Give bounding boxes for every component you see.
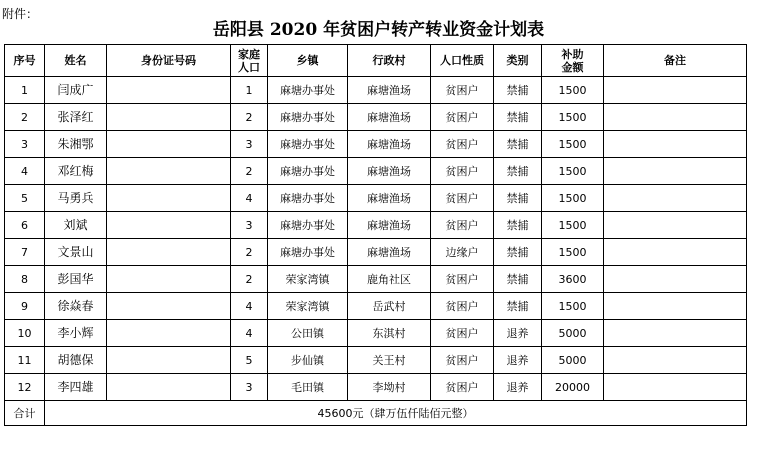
header-subsidy-line1: 补助 <box>561 47 584 61</box>
cell-no: 8 <box>5 266 45 293</box>
cell-family: 5 <box>231 347 268 374</box>
cell-family: 2 <box>231 158 268 185</box>
cell-subsidy: 1500 <box>542 239 604 266</box>
cell-village: 鹿角社区 <box>348 266 431 293</box>
cell-remark <box>604 131 747 158</box>
cell-id <box>107 320 231 347</box>
cell-family: 3 <box>231 374 268 401</box>
cell-village: 麻塘渔场 <box>348 77 431 104</box>
cell-town: 荣家湾镇 <box>268 266 348 293</box>
cell-category: 禁捕 <box>494 77 542 104</box>
table-row <box>5 293 747 320</box>
cell-family: 4 <box>231 293 268 320</box>
header-id: 身份证号码 <box>107 45 231 77</box>
table-row <box>5 374 747 401</box>
cell-subsidy: 5000 <box>542 347 604 374</box>
subsidy-table <box>4 44 747 426</box>
cell-id <box>107 293 231 320</box>
cell-nature: 贫困户 <box>431 374 494 401</box>
cell-village: 东淇村 <box>348 320 431 347</box>
cell-category: 禁捕 <box>494 158 542 185</box>
cell-id <box>107 374 231 401</box>
cell-subsidy: 5000 <box>542 320 604 347</box>
cell-no: 3 <box>5 131 45 158</box>
cell-nature: 贫困户 <box>431 320 494 347</box>
cell-family: 4 <box>231 185 268 212</box>
cell-village: 李坳村 <box>348 374 431 401</box>
cell-nature: 贫困户 <box>431 266 494 293</box>
page-title: 岳阳县 2020 年贫困户转产转业资金计划表 <box>212 20 545 40</box>
cell-village: 麻塘渔场 <box>348 104 431 131</box>
cell-name: 张泽红 <box>45 104 107 131</box>
header-category: 类别 <box>494 45 542 77</box>
cell-name: 彭国华 <box>45 266 107 293</box>
cell-nature: 贫困户 <box>431 131 494 158</box>
header-no: 序号 <box>5 45 45 77</box>
cell-name: 刘斌 <box>45 212 107 239</box>
cell-category: 禁捕 <box>494 185 542 212</box>
cell-village: 麻塘渔场 <box>348 131 431 158</box>
table-row <box>5 212 747 239</box>
table-row <box>5 104 747 131</box>
cell-remark <box>604 77 747 104</box>
cell-nature: 贫困户 <box>431 185 494 212</box>
cell-village: 麻塘渔场 <box>348 185 431 212</box>
cell-subsidy: 1500 <box>542 212 604 239</box>
cell-subsidy: 3600 <box>542 266 604 293</box>
cell-category: 禁捕 <box>494 212 542 239</box>
cell-family: 4 <box>231 320 268 347</box>
cell-category: 禁捕 <box>494 104 542 131</box>
cell-family: 2 <box>231 266 268 293</box>
header-family-line2: 人口 <box>238 60 260 74</box>
table-row <box>5 266 747 293</box>
cell-name: 胡德保 <box>45 347 107 374</box>
cell-name: 邓红梅 <box>45 158 107 185</box>
header-nature: 人口性质 <box>431 45 494 77</box>
cell-remark <box>604 104 747 131</box>
cell-id <box>107 347 231 374</box>
cell-family: 3 <box>231 131 268 158</box>
cell-remark <box>604 239 747 266</box>
cell-no: 4 <box>5 158 45 185</box>
cell-nature: 贫困户 <box>431 158 494 185</box>
header-family-line1: 家庭 <box>238 47 260 61</box>
header-village: 行政村 <box>348 45 431 77</box>
cell-no: 10 <box>5 320 45 347</box>
cell-name: 徐焱春 <box>45 293 107 320</box>
cell-name: 朱湘鄂 <box>45 131 107 158</box>
cell-remark <box>604 293 747 320</box>
cell-id <box>107 239 231 266</box>
cell-town: 麻塘办事处 <box>268 131 348 158</box>
header-family <box>231 45 268 77</box>
cell-subsidy: 1500 <box>542 185 604 212</box>
cell-village: 麻塘渔场 <box>348 158 431 185</box>
cell-id <box>107 131 231 158</box>
cell-nature: 贫困户 <box>431 293 494 320</box>
cell-subsidy: 1500 <box>542 131 604 158</box>
cell-village: 岳武村 <box>348 293 431 320</box>
cell-category: 禁捕 <box>494 293 542 320</box>
cell-name: 文景山 <box>45 239 107 266</box>
total-value: 45600元（肆万伍仟陆佰元整） <box>45 401 747 426</box>
cell-nature: 贫困户 <box>431 77 494 104</box>
cell-nature: 边缘户 <box>431 239 494 266</box>
cell-remark <box>604 185 747 212</box>
cell-subsidy: 1500 <box>542 77 604 104</box>
cell-town: 荣家湾镇 <box>268 293 348 320</box>
table-row <box>5 347 747 374</box>
cell-subsidy: 20000 <box>542 374 604 401</box>
cell-no: 1 <box>5 77 45 104</box>
cell-village: 麻塘渔场 <box>348 239 431 266</box>
cell-no: 9 <box>5 293 45 320</box>
cell-town: 毛田镇 <box>268 374 348 401</box>
cell-id <box>107 77 231 104</box>
cell-category: 禁捕 <box>494 131 542 158</box>
cell-no: 6 <box>5 212 45 239</box>
table-row <box>5 131 747 158</box>
cell-remark <box>604 374 747 401</box>
cell-id <box>107 104 231 131</box>
cell-remark <box>604 347 747 374</box>
table-row <box>5 77 747 104</box>
cell-town: 麻塘办事处 <box>268 185 348 212</box>
table-row <box>5 320 747 347</box>
cell-category: 退养 <box>494 347 542 374</box>
cell-name: 马勇兵 <box>45 185 107 212</box>
header-subsidy-line2: 金额 <box>561 60 584 74</box>
cell-town: 麻塘办事处 <box>268 104 348 131</box>
header-remark: 备注 <box>604 45 747 77</box>
cell-subsidy: 1500 <box>542 104 604 131</box>
cell-village: 关王村 <box>348 347 431 374</box>
cell-category: 退养 <box>494 374 542 401</box>
cell-town: 麻塘办事处 <box>268 212 348 239</box>
cell-family: 1 <box>231 77 268 104</box>
cell-family: 2 <box>231 239 268 266</box>
cell-no: 12 <box>5 374 45 401</box>
header-town: 乡镇 <box>268 45 348 77</box>
cell-category: 禁捕 <box>494 266 542 293</box>
cell-id <box>107 158 231 185</box>
cell-id <box>107 212 231 239</box>
header-subsidy <box>542 45 604 77</box>
cell-no: 11 <box>5 347 45 374</box>
total-label: 合计 <box>5 401 45 426</box>
cell-subsidy: 1500 <box>542 293 604 320</box>
cell-name: 李四雄 <box>45 374 107 401</box>
cell-town: 麻塘办事处 <box>268 158 348 185</box>
cell-family: 2 <box>231 104 268 131</box>
total-row <box>5 401 747 426</box>
cell-no: 2 <box>5 104 45 131</box>
cell-remark <box>604 320 747 347</box>
cell-remark <box>604 266 747 293</box>
cell-remark <box>604 212 747 239</box>
cell-family: 3 <box>231 212 268 239</box>
cell-town: 步仙镇 <box>268 347 348 374</box>
header-row <box>5 45 747 77</box>
cell-category: 退养 <box>494 320 542 347</box>
cell-no: 5 <box>5 185 45 212</box>
cell-nature: 贫困户 <box>431 212 494 239</box>
cell-town: 麻塘办事处 <box>268 77 348 104</box>
cell-category: 禁捕 <box>494 239 542 266</box>
cell-nature: 贫困户 <box>431 104 494 131</box>
table-row <box>5 185 747 212</box>
cell-village: 麻塘渔场 <box>348 212 431 239</box>
table-row <box>5 239 747 266</box>
cell-id <box>107 185 231 212</box>
cell-town: 麻塘办事处 <box>268 239 348 266</box>
cell-remark <box>604 158 747 185</box>
cell-name: 闫成广 <box>45 77 107 104</box>
cell-town: 公田镇 <box>268 320 348 347</box>
table-row <box>5 158 747 185</box>
cell-id <box>107 266 231 293</box>
header-name: 姓名 <box>45 45 107 77</box>
cell-subsidy: 1500 <box>542 158 604 185</box>
attachment-label: 附件： <box>2 7 39 21</box>
cell-name: 李小辉 <box>45 320 107 347</box>
cell-nature: 贫困户 <box>431 347 494 374</box>
cell-no: 7 <box>5 239 45 266</box>
